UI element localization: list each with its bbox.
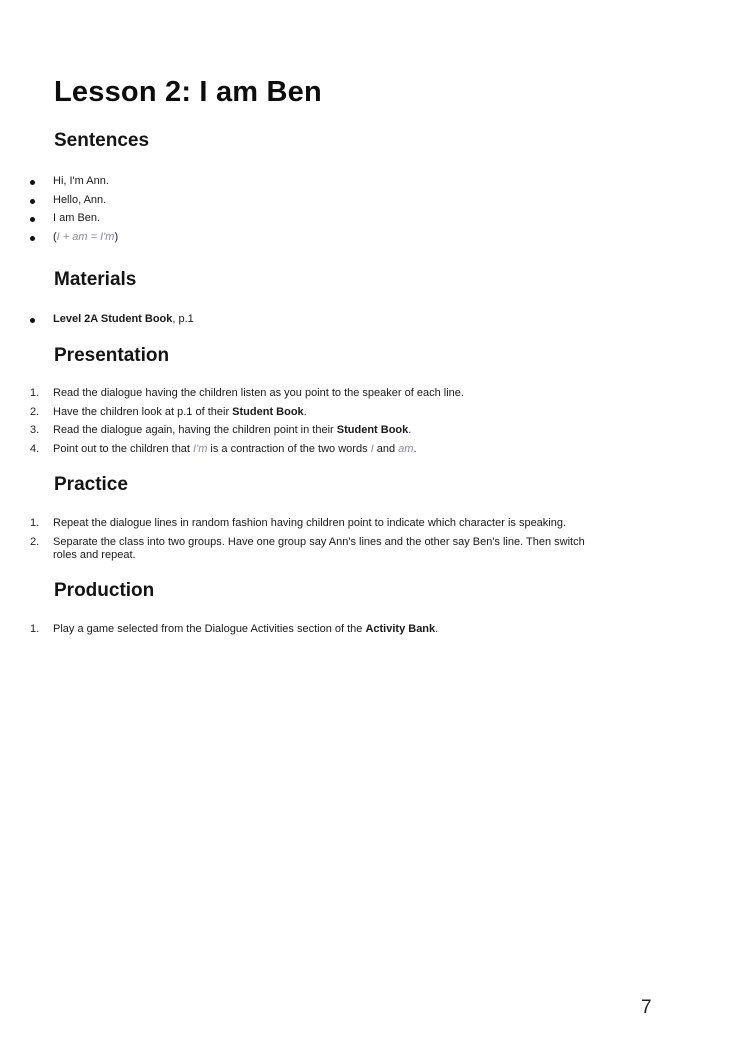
- bullet-icon: [30, 217, 35, 222]
- bullet-icon: [30, 318, 35, 323]
- list-item: 1. Repeat the dialogue lines in random fashion having children point to indicate which character is speaking.: [30, 517, 567, 529]
- list-item: 3. Read the dialogue again, having the children point in their Student Book.: [30, 424, 412, 436]
- practice-heading: Practice: [54, 474, 128, 495]
- list-item: (I + am = I'm): [0, 231, 700, 250]
- sentences-list: [0, 175, 700, 249]
- list-item: 2. Separate the class into two groups. Have one group say Ann's lines and the other say Ben's line. Then switch roles and repeat.: [30, 535, 585, 561]
- production-heading: Production: [54, 580, 155, 601]
- list-item: I am Ben.: [0, 212, 700, 231]
- presentation-list: [0, 387, 700, 461]
- materials-heading: Materials: [54, 269, 137, 290]
- list-item: Hi, I'm Ann.: [0, 175, 700, 194]
- list-item: 2. Have the children look at p.1 of their Student Book.: [30, 405, 307, 418]
- list-item: 1. Play a game selected from the Dialogue Activities section of the Activity Bank.: [30, 623, 439, 635]
- bullet-icon: [30, 199, 35, 204]
- list-item: 1. Read the dialogue having the children listen as you point to the speaker of each line.: [30, 387, 464, 399]
- production-list: [0, 623, 700, 642]
- list-item: 4. Point out to the children that I'm is a contraction of the two words I and am.: [30, 442, 417, 455]
- practice-list: [0, 517, 700, 562]
- bullet-icon: [30, 236, 35, 241]
- page-number: 7: [641, 997, 652, 1018]
- bullet-icon: [30, 180, 35, 185]
- materials-list: [0, 313, 700, 332]
- sentences-heading: Sentences: [54, 130, 150, 151]
- list-item: Hello, Ann.: [0, 194, 700, 213]
- lesson-title: Lesson 2: I am Ben: [54, 76, 322, 108]
- presentation-heading: Presentation: [54, 345, 170, 366]
- list-item: Level 2A Student Book, p.1: [0, 313, 700, 332]
